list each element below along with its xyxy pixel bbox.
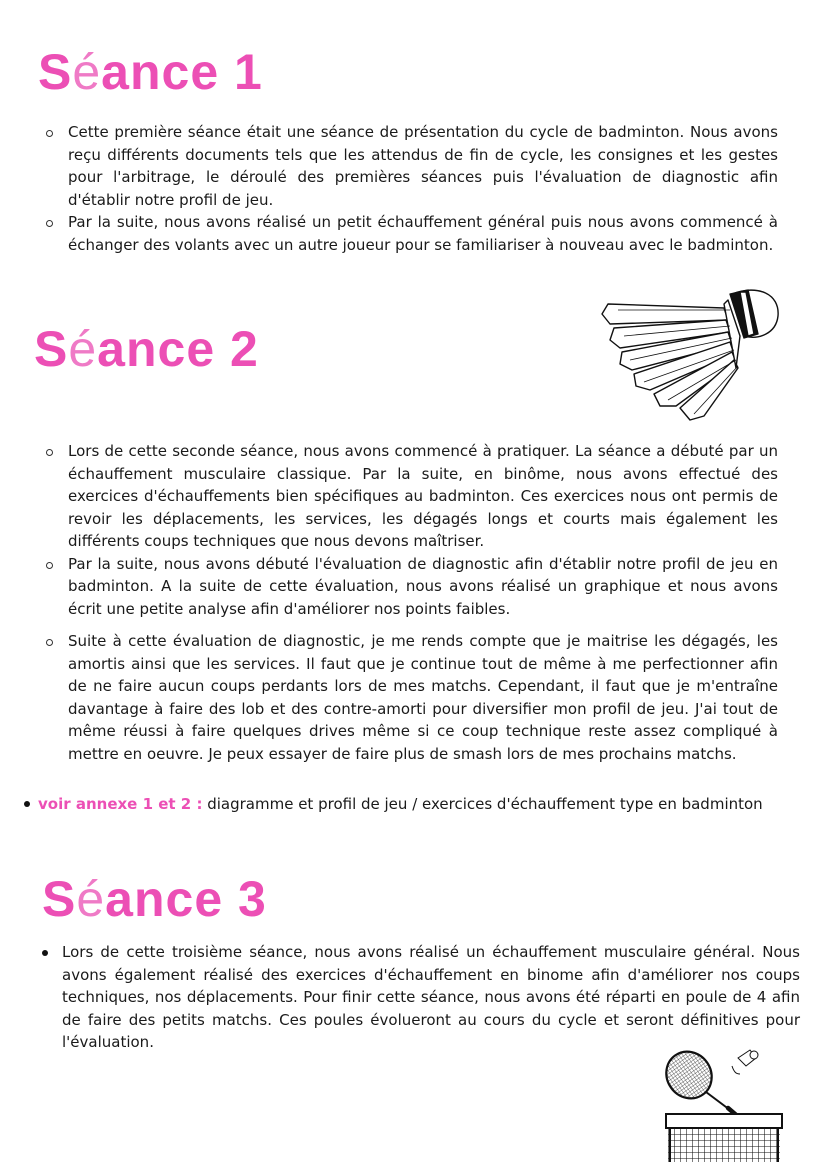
seance-1-list: [46, 121, 778, 256]
title-letter-e: é: [68, 321, 98, 377]
list-item: Par la suite, nous avons réalisé un petit échauffement général puis nous avons commencé à échanger des volants avec un autre joueur pour se familiariser à nouveau avec le badminton.: [46, 211, 778, 256]
seance-2-title: [34, 321, 259, 377]
title-letter-s: S: [42, 871, 77, 927]
shuttlecock-icon: [598, 280, 780, 425]
title-letter-e: é: [72, 44, 102, 100]
seance-1-title: [38, 44, 263, 100]
title-letter-s: S: [34, 321, 69, 377]
racket-net-icon: [662, 1044, 786, 1162]
annex-reference: [22, 793, 828, 815]
title-rest: ance 2: [97, 321, 259, 377]
list-item: Cette première séance était une séance de présentation du cycle de badminton. Nous avons reçu différents documents tels que les attendus de fin de cycle, les consignes et les gestes pour l'arbitrage, le déroulé des premières séances puis l'évaluation de diagnostic afin d'établir notre profil de jeu.: [46, 121, 778, 211]
annex-text: diagramme et profil de jeu / exercices d'échauffement type en badminton: [202, 795, 763, 813]
title-rest: ance 3: [105, 871, 267, 927]
seance-2-list: [46, 440, 778, 765]
seance-3-title: [42, 871, 267, 927]
title-rest: ance 1: [101, 44, 263, 100]
annex-label: voir annexe 1 et 2 :: [38, 795, 203, 813]
title-letter-s: S: [38, 44, 73, 100]
list-item: Lors de cette seconde séance, nous avons commencé à pratiquer. La séance a débuté par un échauffement musculaire classique. Par la suite, en binôme, nous avons effectué des exercices d'échauffements bien spécifiques au badminton. Ces exercices nous ont permis de revoir les déplacements, les services, les dégagés longs et courts mais également les différents coups techniques que nous devons maîtriser.: [46, 440, 778, 553]
list-item: Par la suite, nous avons débuté l'évaluation de diagnostic afin d'établir notre profil de jeu en badminton. A la suite de cette évaluation, nous avons réalisé un graphique et nous avons écrit une petite analyse afin d'améliorer nos points faibles.: [46, 553, 778, 621]
list-item: Suite à cette évaluation de diagnostic, je me rends compte que je maitrise les dégagés, les amortis ainsi que les services. Il faut que je continue tout de même à me perfectionner afin de ne faire aucun coups perdants lors de mes matchs. Cependant, il faut que je m'entraîne davantage à faire des lob et des contre-amorti pour diversifier mon profil de jeu. J'ai tout de même réussi à faire quelques drives même si ce coup technique reste assez compliqué à mettre en oeuvre. Je peux essayer de faire plus de smash lors de mes prochains matchs.: [46, 630, 778, 765]
list-item: Lors de cette troisième séance, nous avons réalisé un échauffement musculaire général. Nous avons également réalisé des exercices d'échauffement en binome afin d'améliorer nos coups techniques, nos déplacements. Pour finir cette séance, nous avons été réparti en poule de 4 afin de faire des petits matchs. Ces poules évolueront au cours du cycle et seront définitives pour l'évaluation.: [40, 941, 800, 1054]
seance-3-list: [40, 941, 800, 1054]
title-letter-e: é: [76, 871, 106, 927]
